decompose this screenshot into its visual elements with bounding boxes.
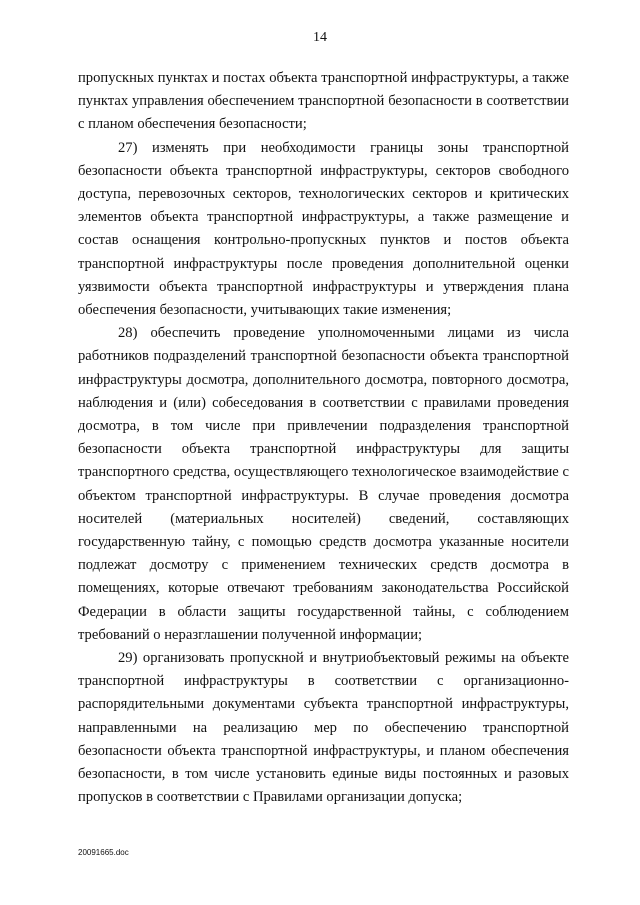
paragraph-continuation: пропускных пунктах и постах объекта транспортной инфраструктуры, а также пунктах управления обеспечением транспортной безопасности в соответствии с планом обеспечения безопасности; bbox=[78, 70, 569, 133]
paragraph-item-29: 29) организовать пропускной и внутриобъектовый режимы на объекте транспортной инфраструктуры в соответствии с организационно-распорядительными документами субъекта транспортной инфраструктуры, направленными на реализацию мер по обеспечению транспортной безопасности объекта транспортной инфраструктуры, и планом обеспечения безопасности, в том числе установить единые виды постоянных и разовых пропусков в соответствии с Правилами организации допуска; bbox=[78, 650, 569, 806]
paragraph-item-28: 28) обеспечить проведение уполномоченными лицами из числа работников подразделений транспортной безопасности объекта транспортной инфраструктуры досмотра, дополнительного досмотра, повторного досмотра, наблюдения и (или) собеседования в соответствии с правилами проведения досмотра, в том числе при привлечении подразделения транспортной безопасности объекта транспортной инфраструктуры для защиты транспортного средства, осуществляющего технологическое взаимодействие с объектом транспортной инфраструктуры. В случае проведения досмотра носителей (материальных носителей) сведений, составляющих государственную тайну, с помощью средств досмотра указанные носители подлежат досмотру с применением технических средств досмотра в помещениях, которые отвечают требованиям законодательства Российской Федерации в области защиты государственной тайны, с соблюдением требований о неразглашении полученной информации; bbox=[78, 325, 569, 643]
page-number: 14 bbox=[313, 30, 327, 45]
document-body bbox=[78, 67, 569, 810]
paragraph-item-27: 27) изменять при необходимости границы зоны транспортной безопасности объекта транспортной инфраструктуры, секторов свободного доступа, перевозочных секторов, технологических секторов и критических элементов объекта транспортной инфраструктуры, а также размещение и состав оснащения контрольно-пропускных пунктов и постов объекта транспортной инфраструктуры после проведения дополнительной оценки уязвимости объекта транспортной инфраструктуры и утверждения плана обеспечения безопасности, учитывающих такие изменения; bbox=[78, 139, 569, 319]
footer-filename: 20091665.doc bbox=[78, 848, 129, 857]
